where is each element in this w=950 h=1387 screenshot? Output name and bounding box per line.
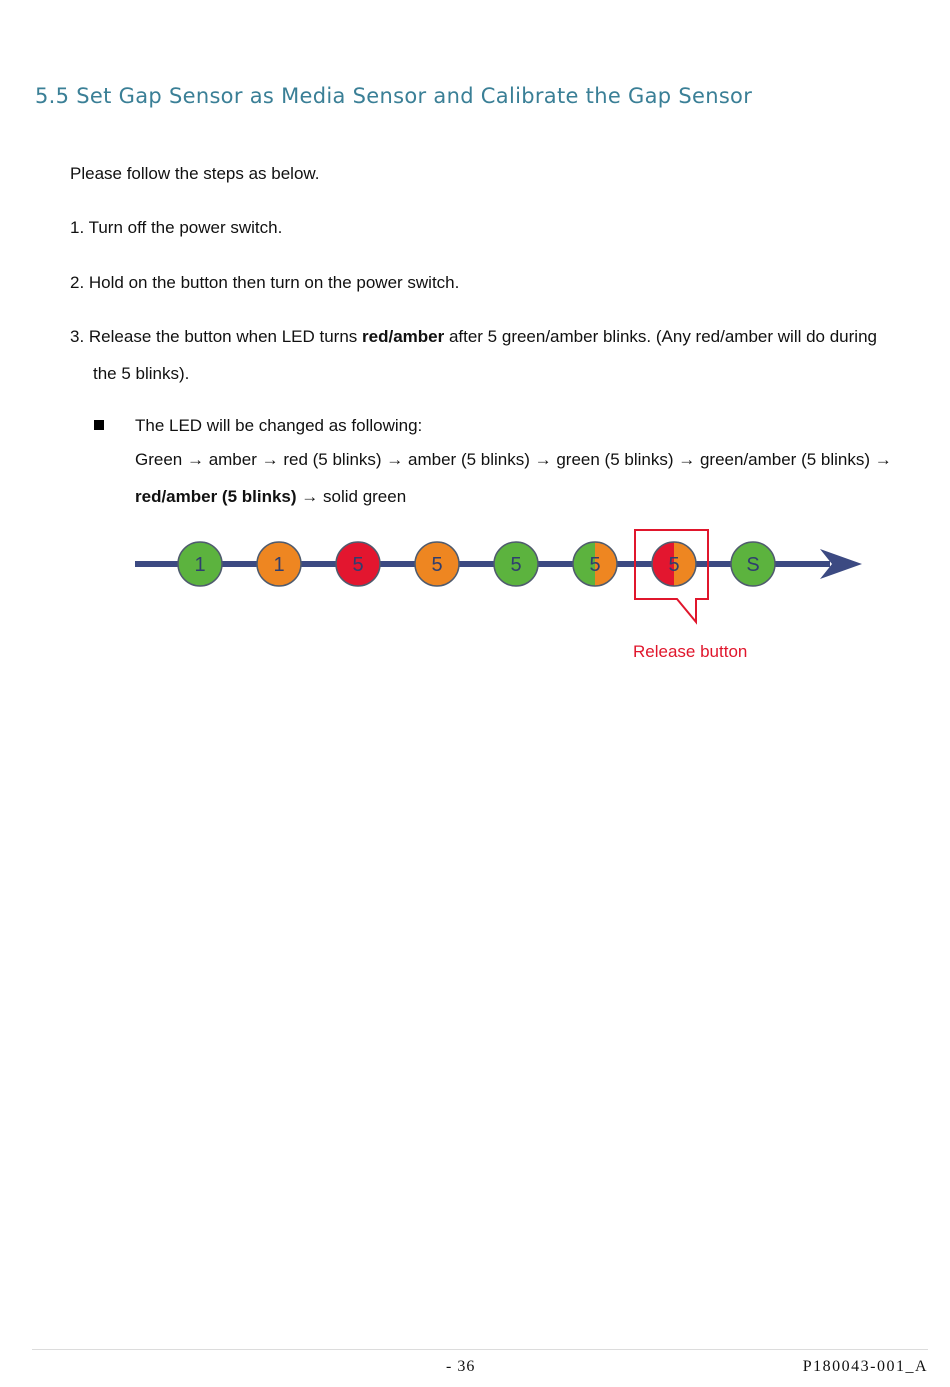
led-label: 5 [352,554,364,576]
footer-divider [32,1349,928,1350]
led-6 [573,542,617,586]
release-button-label: Release button [633,642,748,661]
led-5 [494,542,538,586]
led-label: 5 [510,554,522,576]
bullet-line-1: The LED will be changed as following: [135,416,423,435]
led-label: 5 [431,554,443,576]
led-label: 5 [668,554,680,576]
step-1: 1. Turn off the power switch. [70,218,283,237]
step-3 [70,327,877,347]
document-id: P180043-001_A [802,1358,928,1375]
led-2 [257,542,301,586]
led-label: 1 [194,554,206,576]
led-7 [652,542,696,586]
led-sequence-diagram [130,522,870,632]
bullet-line-3-rest: → solid green [296,487,407,506]
led-3 [336,542,380,586]
led-8 [731,542,775,586]
led-label: 5 [589,554,601,576]
led-label: S [746,554,760,576]
led-1 [178,542,222,586]
page-number: - 36 [446,1358,476,1375]
bullet-line-2: Green → amber → red (5 blinks) → amber (5 blinks) → green (5 blinks) → green/amber (5 blinks) → [135,450,892,469]
step-3-text-a: 3. Release the button when LED turns [70,327,363,346]
bullet-square-icon [94,420,104,430]
bullet-line-3 [135,487,406,507]
step-2: 2. Hold on the button then turn on the power switch. [70,273,460,292]
led-label: 1 [273,554,285,576]
led-4 [415,542,459,586]
step-3-text-b: after 5 green/amber blinks. (Any red/amber will do during [444,327,877,346]
bullet-line-3-bold: red/amber (5 blinks) [135,487,297,506]
step-3-bold: red/amber [362,327,445,346]
step-3-continued: the 5 blinks). [93,364,190,383]
intro-text: Please follow the steps as below. [70,164,320,183]
section-title: 5.5 Set Gap Sensor as Media Sensor and Calibrate the Gap Sensor [35,84,753,109]
